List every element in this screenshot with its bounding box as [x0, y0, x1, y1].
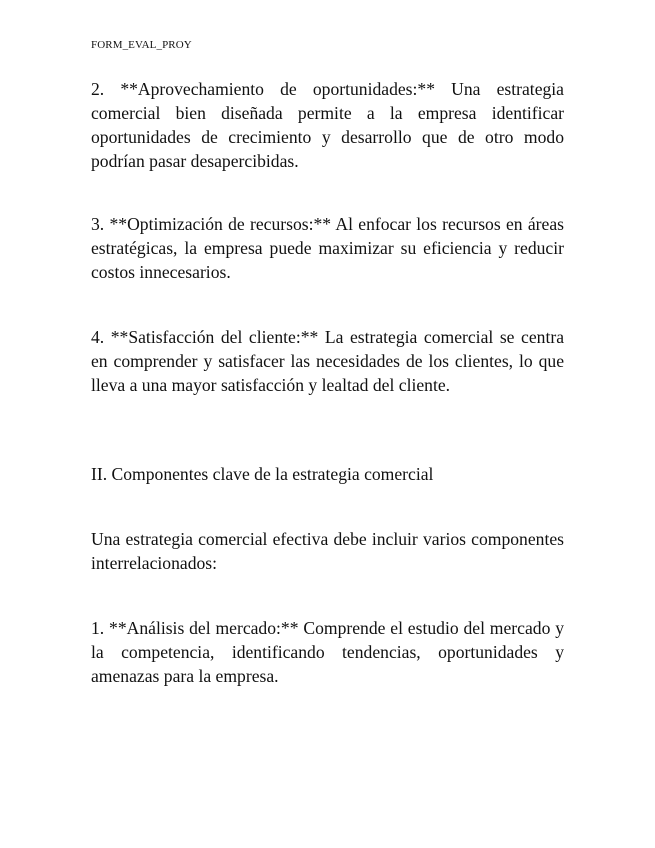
paragraph-resources: 3. **Optimización de recursos:** Al enfocar los recursos en áreas estratégicas, la empresa puede maximizar su eficiencia y reducir costos innecesarios. [91, 214, 564, 282]
paragraph-customer-satisfaction: 4. **Satisfacción del cliente:** La estrategia comercial se centra en comprender y satisfacer las necesidades de los clientes, lo que lleva a una mayor satisfacción y lealtad del cliente. [91, 327, 564, 395]
document-header-code: FORM_EVAL_PROY [91, 39, 192, 51]
paragraph-opportunities: 2. **Aprovechamiento de oportunidades:** Una estrategia comercial bien diseñada permite a la empresa identificar oportunidades de crecimiento y desarrollo que de otro modo podrían pasar desapercibidas. [91, 79, 564, 171]
paragraph-market-analysis: 1. **Análisis del mercado:** Comprende el estudio del mercado y la competencia, identificando tendencias, oportunidades y amenazas para la empresa. [91, 618, 564, 686]
section-heading: II. Componentes clave de la estrategia comercial [91, 464, 434, 484]
paragraph-intro-components: Una estrategia comercial efectiva debe incluir varios componentes interrelacionados: [91, 529, 564, 573]
